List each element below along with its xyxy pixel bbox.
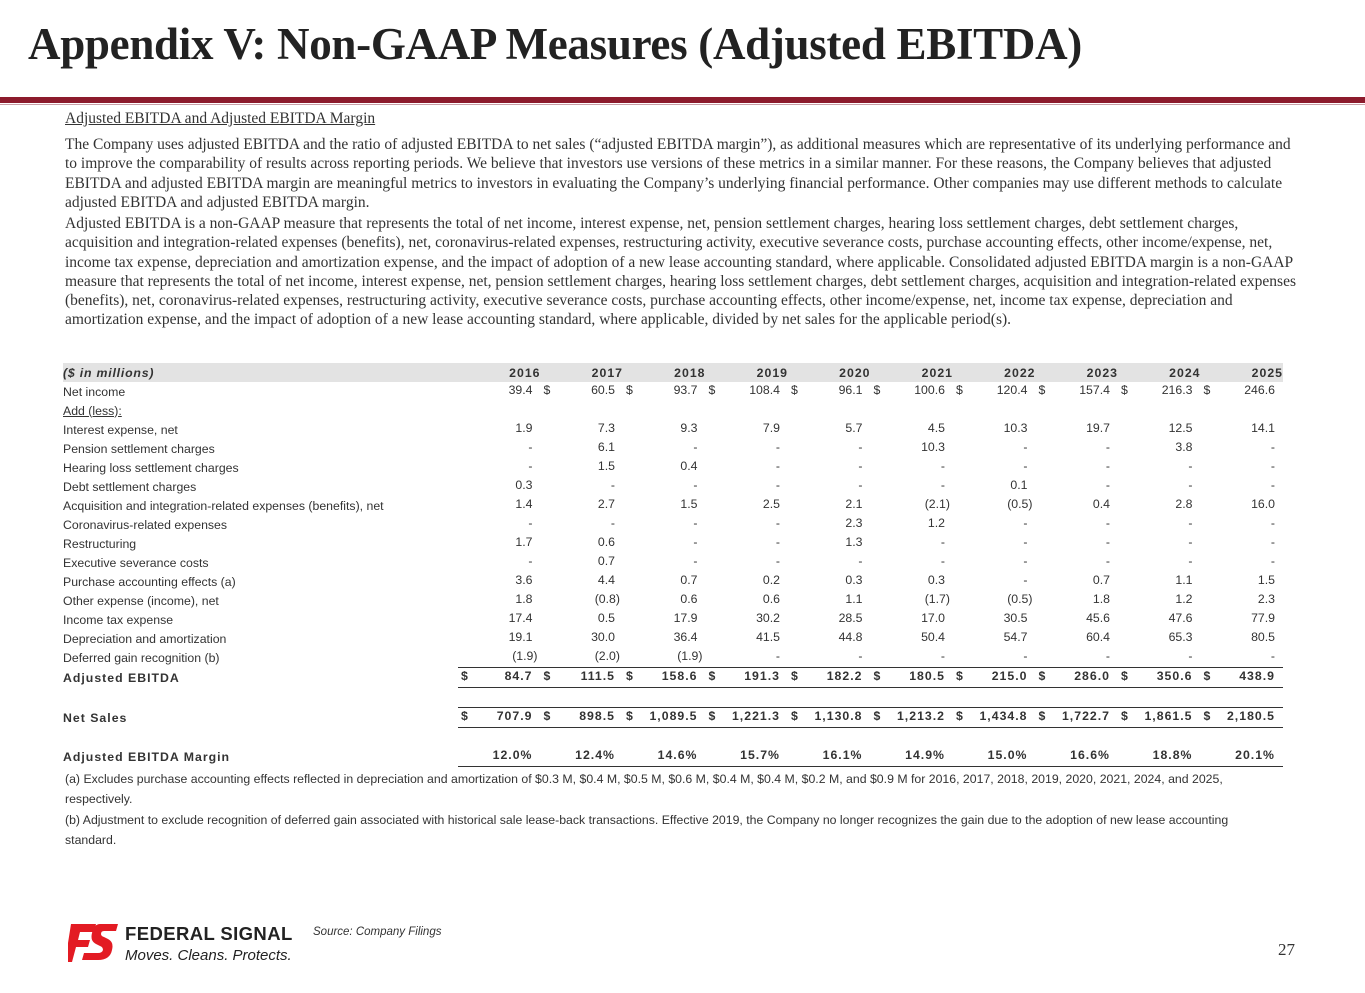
value-2021: - [940, 554, 945, 568]
value-2018: - [693, 554, 698, 568]
table-row [63, 515, 1283, 534]
value-2019: 0.2 [762, 573, 780, 587]
value-2022: - [1023, 440, 1028, 454]
value-2019: - [775, 516, 780, 530]
value-2025: - [1270, 459, 1275, 473]
value-2025: - [1270, 516, 1275, 530]
value-2023: - [1105, 516, 1110, 530]
source-note: Source: Company Filings [313, 926, 442, 938]
value-2021: - [940, 649, 945, 663]
currency-symbol: $ [873, 383, 881, 397]
footnote-a: (a) Excludes purchase accounting effects reflected in depreciation and amortization of $0.3 M, $0.4 M, $0.5 M, $0.6 M, $0.4 M, $0.4 M, $0.2 M, and $0.9 M for 2016, 2017, 2018, 2019, 2020, 2021, 2024, and 2025, respectively. [65, 772, 1223, 806]
value-2022: - [1023, 649, 1028, 663]
value-2018: 9.3 [680, 421, 698, 435]
value-2020: - [858, 649, 863, 663]
value-2025: 438.9 [1239, 669, 1275, 683]
year-header: 2024 [1118, 363, 1201, 382]
row-label: Deferred gain recognition (b) [63, 650, 220, 665]
value-2018: 0.6 [680, 592, 698, 606]
value-2021: 14.9% [905, 748, 945, 762]
value-2021: 10.3 [921, 440, 945, 454]
value-2025: - [1270, 554, 1275, 568]
value-2018: - [693, 516, 698, 530]
value-2025: 2.3 [1257, 592, 1275, 606]
value-2023: 60.4 [1086, 630, 1110, 644]
year-header: 2022 [953, 363, 1036, 382]
value-2024: - [1188, 535, 1193, 549]
currency-symbol: $ [626, 709, 634, 723]
value-2017: - [610, 478, 615, 492]
value-2017: 12.4% [575, 748, 615, 762]
value-2018: - [693, 535, 698, 549]
value-2018: - [693, 478, 698, 492]
section-heading: Adjusted EBITDA and Adjusted EBITDA Margin [65, 110, 376, 127]
value-2016: 84.7 [504, 669, 533, 683]
definition-paragraph: Adjusted EBITDA is a non-GAAP measure that represents the total of net income, interest expense, net, pension settlement charges, hearing loss settlement charges, debt settlement charges, acquisition and integration-related expenses (benefits), net, coronavirus-related expenses, restructuring activity, executive severance costs, purchase accounting effects, other income/expense, net, income tax expense, depreciation and amortization expense, and the impact of adoption of a new lease accounting standard, where applicable. Consolidated adjusted EBITDA margin is a non-GAAP measure that represents the total of net income, interest expense, net, pension settlement charges, hearing loss settlement charges, debt settlement charges, acquisition and integration-related expenses (benefits), net, coronavirus-related expenses, restructuring activity, executive severance costs, purchase accounting effects, other income/expense, net, income tax expense, depreciation and amortization expense, and the impact of adoption of a new lease accounting standard, where applicable, divided by net sales for the applicable period(s). [65, 215, 1296, 329]
year-header: 2016 [458, 363, 541, 382]
table-row-net-income [63, 382, 1283, 401]
value-2024: 3.8 [1175, 440, 1193, 454]
value-2025: 2,180.5 [1226, 709, 1275, 723]
value-2017: (0.8) [594, 592, 620, 606]
value-2016: 1.9 [515, 421, 533, 435]
value-2018: 0.7 [680, 573, 698, 587]
table-row [63, 553, 1283, 572]
value-2022: (0.5) [1007, 592, 1033, 606]
value-2025: - [1270, 649, 1275, 663]
value-2017: 30.0 [591, 630, 615, 644]
value-2018: 14.6% [657, 748, 698, 762]
value-2021: 1,213.2 [896, 709, 945, 723]
value-2018: 0.4 [680, 459, 698, 473]
add-less-label: Add (less): [63, 403, 122, 418]
value-2016: 12.0% [492, 748, 533, 762]
currency-symbol: $ [791, 383, 798, 397]
value-2025: - [1270, 535, 1275, 549]
value-2019: 108.4 [749, 383, 780, 397]
value-2022: (0.5) [1007, 497, 1033, 511]
value-2016: 0.3 [515, 478, 533, 492]
value-2023: 286.0 [1074, 669, 1110, 683]
value-2018: 36.4 [673, 630, 698, 644]
year-header: 2023 [1036, 363, 1119, 382]
table-row-adjusted-ebitda [63, 668, 1283, 688]
value-2018: 158.6 [661, 669, 698, 683]
value-2023: - [1105, 459, 1110, 473]
value-2017: 0.7 [597, 554, 615, 568]
table-row [63, 477, 1283, 496]
value-2023: 19.7 [1086, 421, 1110, 435]
row-label: Pension settlement charges [63, 441, 215, 456]
value-2023: - [1105, 535, 1110, 549]
value-2016: 19.1 [508, 630, 533, 644]
value-2019: - [775, 554, 780, 568]
value-2016: - [528, 516, 533, 530]
value-2018: (1.9) [677, 649, 703, 663]
currency-symbol: $ [1038, 383, 1046, 397]
value-2018: 17.9 [673, 611, 698, 625]
currency-symbol: $ [1121, 383, 1128, 397]
value-2020: 0.3 [845, 573, 863, 587]
value-2022: 1,434.8 [979, 709, 1028, 723]
value-2021: (1.7) [924, 592, 950, 606]
value-2023: 16.6% [1070, 748, 1110, 762]
value-2020: - [858, 554, 863, 568]
currency-symbol: $ [543, 709, 552, 723]
value-2024: 2.8 [1175, 497, 1193, 511]
currency-symbol: $ [1038, 669, 1047, 683]
currency-symbol: $ [708, 669, 717, 683]
currency-symbol: $ [1038, 709, 1047, 723]
value-2019: 30.2 [756, 611, 780, 625]
year-header: 2019 [706, 363, 789, 382]
table-row-add-less [63, 401, 1283, 420]
page-number: 27 [1278, 940, 1295, 959]
value-2016: - [528, 554, 533, 568]
row-label: Other expense (income), net [63, 593, 219, 608]
row-label: Net income [63, 384, 126, 399]
footnote-b: (b) Adjustment to exclude recognition of deferred gain associated with historical sale lease-back transactions. Effective 2019, the Company no longer recognizes the gain due to the adoption of new lease accounting standard. [65, 813, 1229, 847]
value-2024: 47.6 [1168, 611, 1193, 625]
value-2020: 2.1 [845, 497, 863, 511]
value-2016: 3.6 [515, 573, 533, 587]
value-2025: 1.5 [1257, 573, 1275, 587]
brand-name: FEDERAL SIGNAL [125, 923, 293, 944]
currency-symbol: $ [791, 669, 799, 683]
currency-symbol: $ [543, 383, 551, 397]
value-2016: 39.4 [508, 383, 533, 397]
value-2022: 30.5 [1003, 611, 1028, 625]
value-2019: - [775, 478, 780, 492]
table-row [63, 496, 1283, 515]
value-2019: - [775, 649, 780, 663]
value-2024: 12.5 [1168, 421, 1193, 435]
year-header: 2021 [871, 363, 954, 382]
row-label: Acquisition and integration-related expenses (benefits), net [63, 498, 384, 513]
value-2020: 5.7 [845, 421, 863, 435]
value-2017: - [610, 516, 615, 530]
value-2025: - [1270, 440, 1275, 454]
value-2020: - [858, 459, 863, 473]
table-row [63, 610, 1283, 629]
row-label: Adjusted EBITDA Margin [63, 749, 231, 764]
title-divider [0, 97, 1365, 103]
value-2023: 1.8 [1092, 592, 1110, 606]
value-2022: 10.3 [1003, 421, 1028, 435]
value-2022: 0.1 [1010, 478, 1028, 492]
currency-symbol: $ [873, 669, 882, 683]
row-label: Executive severance costs [63, 555, 209, 570]
value-2017: 0.5 [597, 611, 615, 625]
intro-paragraph: The Company uses adjusted EBITDA and the ratio of adjusted EBITDA to net sales (“adjusted EBITDA margin”), as additional measures which are representative of its underlying performance and to improve the comparability of results across reporting periods. We believe that investors use versions of these metrics in a similar manner. For these reasons, the Company believes that adjusted EBITDA and adjusted EBITDA margin are meaningful metrics to investors in evaluating the Company’s underlying financial performance. Other companies may use different methods to calculate adjusted EBITDA and adjusted EBITDA margin. [65, 136, 1291, 211]
value-2019: 15.7% [740, 748, 780, 762]
title-divider-thin [0, 104, 1365, 105]
value-2022: - [1023, 459, 1028, 473]
table-row [63, 458, 1283, 477]
value-2024: 65.3 [1168, 630, 1193, 644]
value-2020: 182.2 [826, 669, 863, 683]
value-2024: - [1188, 459, 1193, 473]
value-2021: (2.1) [924, 497, 950, 511]
value-2016: 17.4 [508, 611, 533, 625]
table-row [63, 648, 1283, 668]
value-2019: 2.5 [762, 497, 780, 511]
value-2025: 16.0 [1251, 497, 1275, 511]
currency-symbol: $ [1121, 669, 1129, 683]
value-2016: - [528, 440, 533, 454]
value-2020: 96.1 [838, 383, 863, 397]
value-2022: 120.4 [996, 383, 1028, 397]
value-2025: 246.6 [1244, 383, 1275, 397]
value-2020: 1.3 [845, 535, 863, 549]
value-2024: 350.6 [1156, 669, 1193, 683]
value-2021: 50.4 [921, 630, 945, 644]
value-2017: 2.7 [597, 497, 615, 511]
currency-symbol: $ [1203, 709, 1212, 723]
value-2024: - [1188, 478, 1193, 492]
value-2016: (1.9) [512, 649, 538, 663]
brand-tagline: Moves. Cleans. Protects. [125, 947, 292, 964]
row-label: Income tax expense [63, 612, 174, 627]
value-2017: 7.3 [597, 421, 615, 435]
value-2016: 707.9 [496, 709, 533, 723]
currency-symbol: $ [461, 709, 469, 723]
value-2020: - [858, 440, 863, 454]
value-2024: - [1188, 554, 1193, 568]
currency-symbol: $ [956, 669, 964, 683]
value-2022: 54.7 [1003, 630, 1028, 644]
currency-symbol: $ [708, 383, 716, 397]
value-2016: 1.8 [515, 592, 533, 606]
value-2017: (2.0) [594, 649, 620, 663]
row-label: Adjusted EBITDA [63, 670, 180, 685]
value-2020: 16.1% [822, 748, 863, 762]
value-2020: 28.5 [838, 611, 863, 625]
value-2018: 1.5 [680, 497, 698, 511]
value-2023: - [1105, 554, 1110, 568]
value-2021: 4.5 [927, 421, 945, 435]
value-2016: 1.7 [515, 535, 533, 549]
value-2020: - [858, 478, 863, 492]
value-2023: 45.6 [1086, 611, 1110, 625]
year-header: 2020 [788, 363, 871, 382]
value-2019: 1,221.3 [731, 709, 780, 723]
value-2017: 0.6 [597, 535, 615, 549]
units-label: ($ in millions) [63, 363, 458, 382]
table-header-row [63, 363, 1283, 382]
value-2019: 191.3 [744, 669, 780, 683]
currency-symbol: $ [543, 669, 552, 683]
value-2017: 1.5 [597, 459, 615, 473]
table-row [63, 439, 1283, 458]
table-row-net-sales [63, 708, 1283, 728]
value-2019: - [775, 535, 780, 549]
value-2021: 100.6 [914, 383, 945, 397]
value-2019: - [775, 459, 780, 473]
value-2021: 17.0 [921, 611, 945, 625]
value-2025: - [1270, 478, 1275, 492]
value-2022: 215.0 [991, 669, 1028, 683]
value-2020: 1,130.8 [814, 709, 863, 723]
row-label: Depreciation and amortization [63, 631, 227, 646]
row-label: Coronavirus-related expenses [63, 517, 228, 532]
currency-symbol: $ [626, 669, 634, 683]
value-2025: 20.1% [1235, 748, 1275, 762]
value-2021: - [940, 459, 945, 473]
value-2019: 0.6 [762, 592, 780, 606]
value-2020: 44.8 [838, 630, 863, 644]
federal-signal-logo-icon [68, 920, 118, 964]
value-2023: 0.7 [1092, 573, 1110, 587]
value-2022: - [1023, 535, 1028, 549]
page-title: Appendix V: Non-GAAP Measures (Adjusted EBITDA) [28, 19, 1082, 69]
row-label: Restructuring [63, 536, 137, 551]
currency-symbol: $ [873, 709, 882, 723]
value-2023: 157.4 [1079, 383, 1110, 397]
value-2024: 1,861.5 [1144, 709, 1193, 723]
table-row [63, 420, 1283, 439]
value-2024: - [1188, 516, 1193, 530]
adjusted-ebitda-table [63, 363, 1283, 767]
currency-symbol: $ [461, 669, 469, 683]
value-2022: 15.0% [987, 748, 1028, 762]
value-2025: 14.1 [1251, 421, 1275, 435]
value-2022: - [1023, 573, 1028, 587]
row-label: Interest expense, net [63, 422, 178, 437]
value-2023: - [1105, 478, 1110, 492]
currency-symbol: $ [1203, 669, 1212, 683]
value-2017: 60.5 [591, 383, 615, 397]
year-header: 2025 [1201, 363, 1284, 382]
value-2021: 1.2 [927, 516, 945, 530]
currency-symbol: $ [708, 709, 717, 723]
value-2021: 0.3 [927, 573, 945, 587]
currency-symbol: $ [791, 709, 799, 723]
value-2024: 1.2 [1175, 592, 1193, 606]
value-2017: 6.1 [597, 440, 615, 454]
table-row [63, 591, 1283, 610]
value-2023: 0.4 [1092, 497, 1110, 511]
row-label: Hearing loss settlement charges [63, 460, 239, 475]
value-2024: - [1188, 649, 1193, 663]
value-2025: 80.5 [1251, 630, 1275, 644]
value-2020: 1.1 [845, 592, 863, 606]
table-row [63, 629, 1283, 648]
value-2020: 2.3 [845, 516, 863, 530]
value-2021: 180.5 [909, 669, 945, 683]
value-2019: - [775, 440, 780, 454]
currency-symbol: $ [1121, 709, 1129, 723]
year-header: 2017 [541, 363, 624, 382]
year-header: 2018 [623, 363, 706, 382]
value-2023: 1,722.7 [1061, 709, 1110, 723]
currency-symbol: $ [956, 709, 964, 723]
value-2016: - [528, 459, 533, 473]
value-2019: 7.9 [762, 421, 780, 435]
value-2021: - [940, 535, 945, 549]
table-row [63, 572, 1283, 591]
value-2019: 41.5 [756, 630, 780, 644]
value-2022: - [1023, 516, 1028, 530]
value-2018: 1,089.5 [649, 709, 698, 723]
value-2016: 1.4 [515, 497, 533, 511]
currency-symbol: $ [1203, 383, 1211, 397]
value-2018: - [693, 440, 698, 454]
value-2017: 4.4 [597, 573, 615, 587]
currency-symbol: $ [956, 383, 963, 397]
value-2021: - [940, 478, 945, 492]
row-label: Net Sales [63, 710, 128, 725]
row-label: Purchase accounting effects (a) [63, 574, 236, 589]
value-2024: 216.3 [1161, 383, 1193, 397]
value-2024: 18.8% [1152, 748, 1193, 762]
table-row-adjusted-ebitda-margin [63, 747, 1283, 767]
row-label: Debt settlement charges [63, 479, 197, 494]
value-2023: - [1105, 440, 1110, 454]
currency-symbol: $ [626, 383, 633, 397]
value-2017: 898.5 [579, 709, 615, 723]
value-2025: 77.9 [1251, 611, 1275, 625]
value-2023: - [1105, 649, 1110, 663]
value-2024: 1.1 [1175, 573, 1193, 587]
value-2018: 93.7 [673, 383, 698, 397]
value-2022: - [1023, 554, 1028, 568]
table-row [63, 534, 1283, 553]
value-2017: 111.5 [580, 669, 615, 683]
